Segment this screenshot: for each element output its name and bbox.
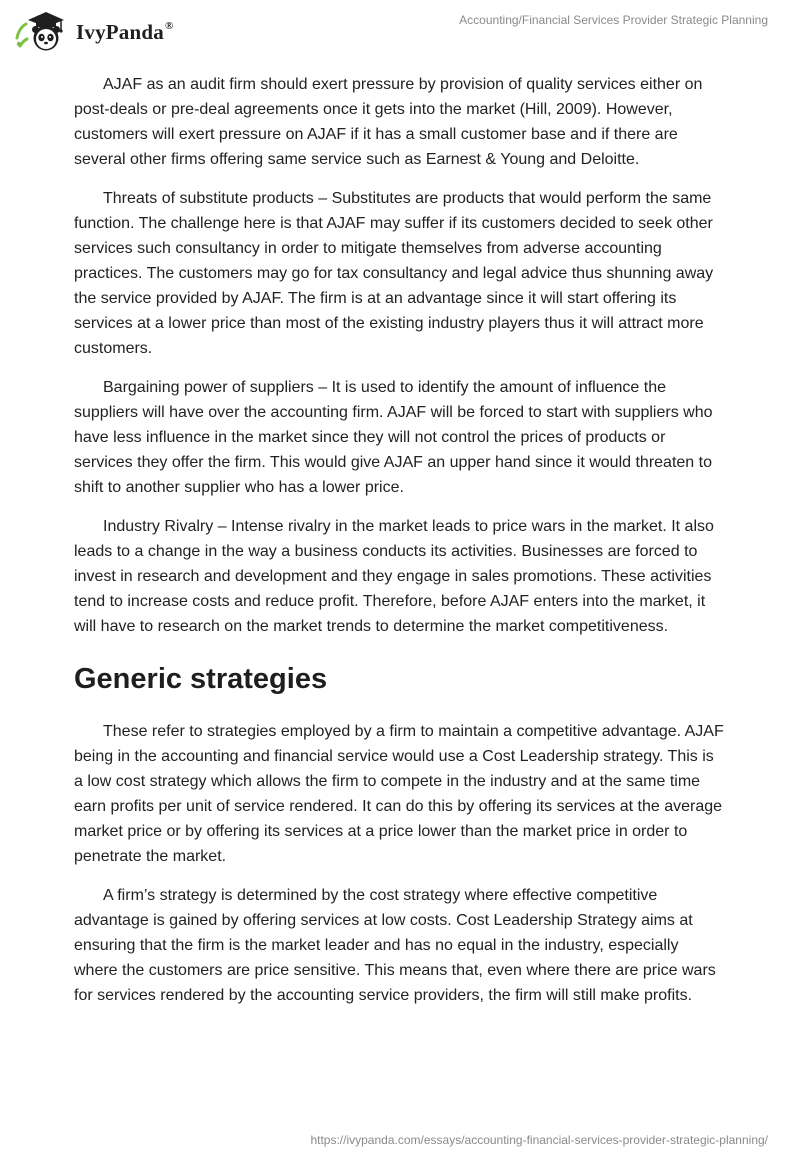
essay-body	[74, 72, 724, 1022]
source-url[interactable]: https://ivypanda.com/essays/accounting-financial-services-provider-strategic-planning/	[310, 1133, 768, 1147]
page-header	[0, 0, 800, 62]
section-heading: Generic strategies	[74, 663, 328, 695]
logo-wordmark: IvyPanda®	[76, 19, 174, 44]
paragraph-supplier-power: Bargaining power of suppliers – It is used to identify the amount of influence the suppliers will have over the accounting firm. AJAF will be forced to start with suppliers who have less influence in the market since they will not control the prices of products or services they offer the firm. This would give AJAF an upper hand since it would threaten to shift to another supplier who has a lower price.	[74, 379, 713, 496]
ivypanda-logo[interactable]	[14, 8, 173, 54]
panda-graduate-icon	[14, 8, 70, 54]
paragraph-industry-rivalry: Industry Rivalry – Intense rivalry in the market leads to price wars in the market. It also leads to a change in the way a business conducts its activities. Businesses are forced to invest in research and development and they engage in sales promotions. These activities tend to increase costs and reduce profit. Therefore, before AJAF enters into the market, it will have to research on the market trends to determine the market competitiveness.	[74, 518, 714, 635]
document-running-title: Accounting/Financial Services Provider Strategic Planning	[459, 13, 768, 27]
paragraph-substitutes: Threats of substitute products – Substitutes are products that would perform the same function. The challenge here is that AJAF may suffer if its customers decided to seek other services such consultancy in order to mitigate themselves from adverse accounting practices. The customers may go for tax consultancy and legal advice thus shunning away the service provided by AJAF. The firm is at an advantage since it will start offering its services at a lower price than most of the existing industry players thus it will attract more customers.	[74, 190, 714, 357]
paragraph-buyer-power: AJAF as an audit firm should exert pressure by provision of quality services either on post-deals or pre-deal agreements once it gets into the market (Hill, 2009). However, customers will exert pressure on AJAF if it has a small customer base and if there are several other firms offering same service such as Earnest & Young and Deloitte.	[74, 76, 703, 168]
paragraph-cost-leadership: These refer to strategies employed by a firm to maintain a competitive advantage. AJAF being in the accounting and financial service would use a Cost Leadership strategy. This is a low cost strategy which allows the firm to compete in the industry and at the same time earn profits per unit of service rendered. It can do this by offering its services at the average market price or by offering its services at a price lower than the market price in order to penetrate the market.	[74, 723, 724, 865]
paragraph-firm-strategy: A firm’s strategy is determined by the cost strategy where effective competitive advantage is gained by offering services at low costs. Cost Leadership Strategy aims at ensuring that the firm is the market leader and has no equal in the industry, especially where the customers are price sensitive. This means that, even where there are price wars for services rendered by the accounting service providers, the firm will still make profits.	[74, 887, 716, 1004]
